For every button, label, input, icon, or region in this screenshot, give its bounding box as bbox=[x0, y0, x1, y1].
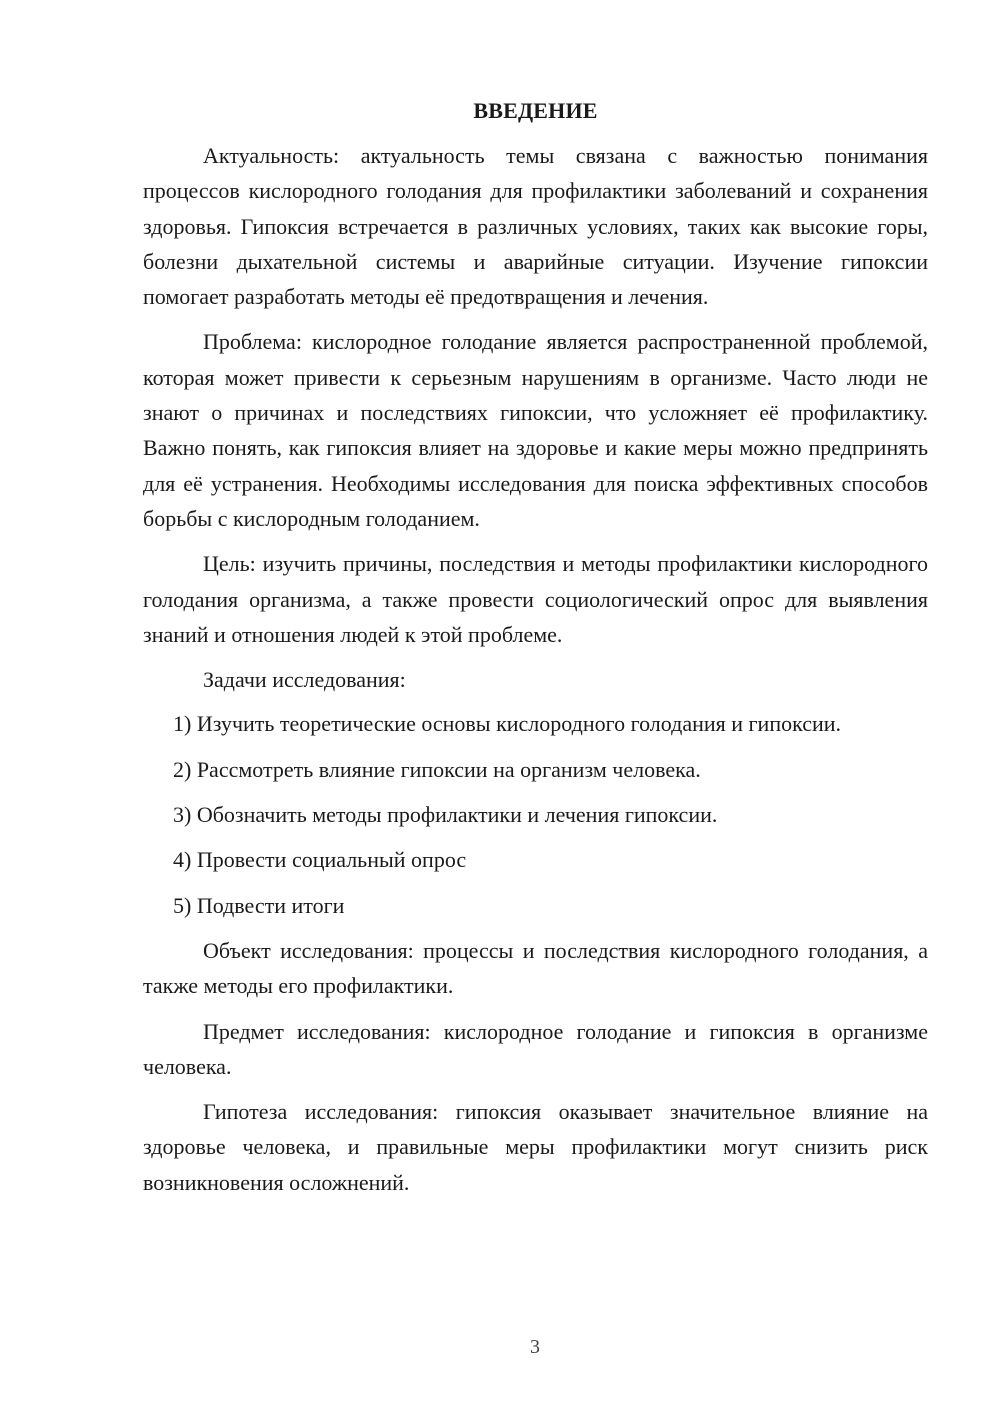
section-heading: ВВЕДЕНИЕ bbox=[473, 98, 598, 123]
tasks-title: Задачи исследования: bbox=[203, 667, 406, 693]
list-item: 4) Провести социальный опрос bbox=[173, 847, 467, 873]
list-item: 1) Изучить теоретические основы кислородного голодания и гипоксии. bbox=[173, 711, 842, 737]
hypothesis-paragraph: Гипотеза исследования: гипоксия оказывает значительное влияние на здоровье человека, и правильные меры профилактики могут снизить риск возникновения осложнений. bbox=[143, 1099, 928, 1195]
list-item: 2) Рассмотреть влияние гипоксии на организм человека. bbox=[173, 756, 701, 782]
problem-paragraph: Проблема: кислородное голодание является распространенной проблемой, которая может привести к серьезным нарушениям в организме. Часто люди не знают о причинах и последствиях гипоксии, что усложняет её профилактику. Важно понять, как гипоксия влияет на здоровье и какие меры можно предпринять для её устранения. Необходимы исследования для поиска эффективных способов борьбы с кислородным голоданием. bbox=[143, 329, 928, 531]
subject-paragraph: Предмет исследования: кислородное голодание и гипоксия в организме человека. bbox=[143, 1018, 928, 1079]
list-item: 5) Подвести итоги bbox=[173, 892, 345, 918]
list-item: 3) Обозначить методы профилактики и лечения гипоксии. bbox=[173, 802, 718, 828]
tasks-list bbox=[143, 706, 928, 922]
goal-paragraph: Цель: изучить причины, последствия и методы профилактики кислородного голодания организма, а также провести социологический опрос для выявления знаний и отношения людей к этой проблеме. bbox=[143, 551, 928, 647]
page-number: 3 bbox=[530, 1336, 540, 1358]
object-paragraph: Объект исследования: процессы и последствия кислородного голодания, а также методы его профилактики. bbox=[143, 937, 928, 999]
relevance-paragraph: Актуальность: актуальность темы связана с важностью понимания процессов кислородного голодания для профилактики заболеваний и сохранения здоровья. Гипоксия встречается в различных условиях, таких как высокие горы, болезни дыхательной системы и аварийные ситуации. Изучение гипоксии помогает разработать методы её предотвращения и лечения. bbox=[143, 143, 928, 310]
page-content bbox=[143, 96, 928, 1210]
